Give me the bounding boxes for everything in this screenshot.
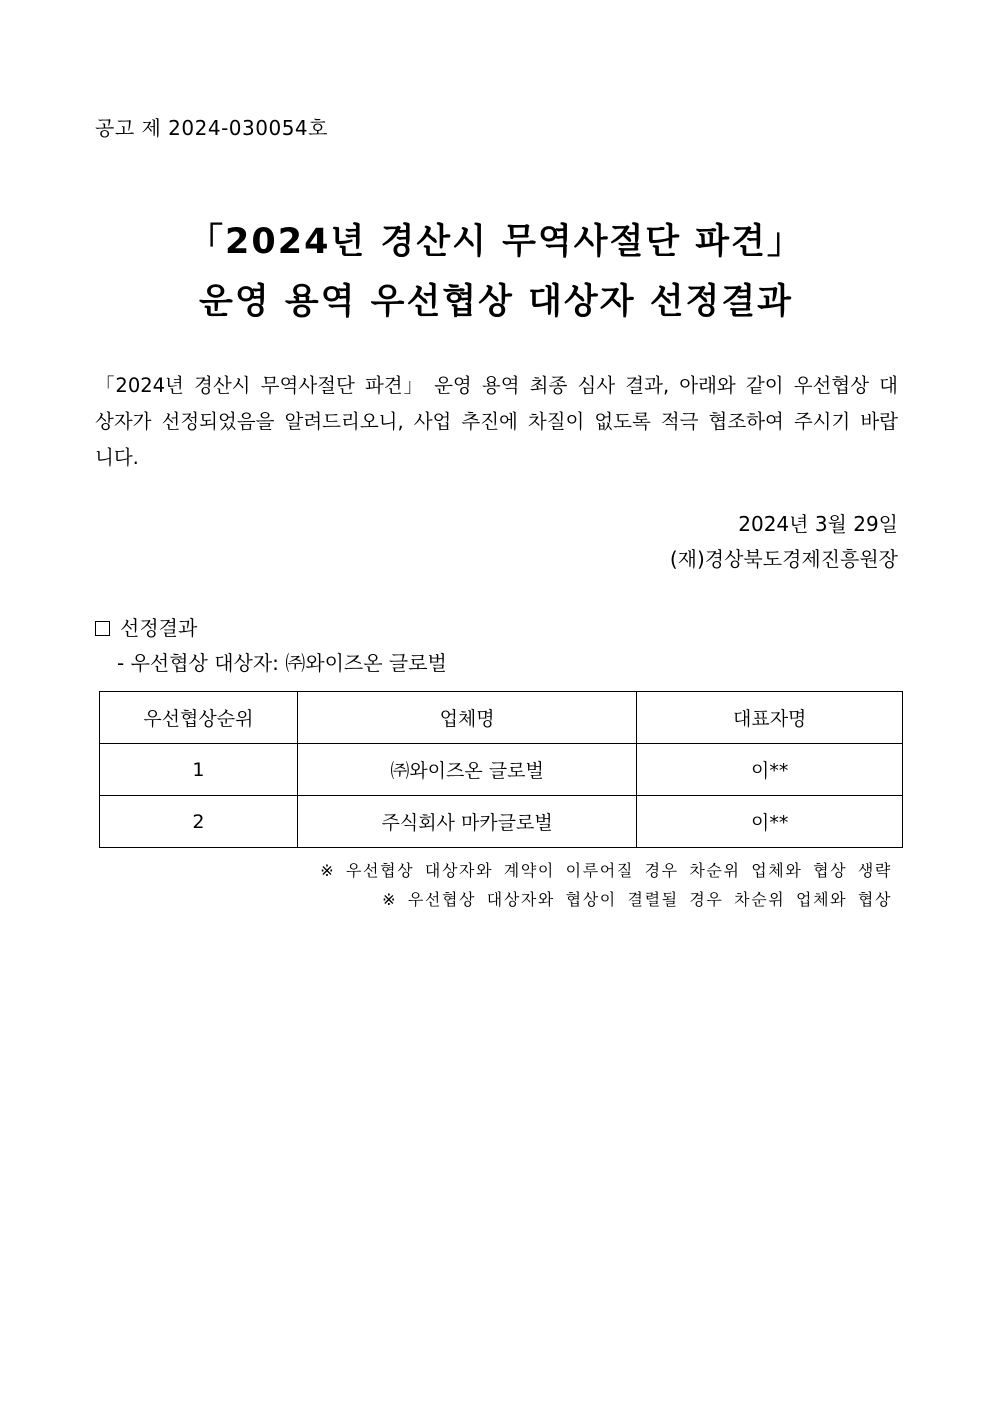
- notice-number: 공고 제 2024-030054호: [95, 116, 328, 140]
- cell-company: 주식회사 마카글로벌: [297, 796, 637, 848]
- column-header-rank: 우선협상순위: [100, 692, 298, 744]
- intro-paragraph: 「2024년 경산시 무역사절단 파견」 운영 용역 최종 심사 결과, 아래와 같이 우선협상 대상자가 선정되었음을 알려드리오니, 사업 추진에 차질이 없도록 적극 협조하여 주시기 바랍니다.: [95, 374, 898, 469]
- cell-rank: 1: [100, 744, 298, 796]
- table-row: [100, 744, 903, 796]
- issuer-name: (재)경상북도경제진흥원장: [669, 547, 898, 571]
- result-table: [99, 691, 903, 848]
- title-line-2: 운영 용역 우선협상 대상자 선정결과: [199, 282, 793, 322]
- cell-representative: 이**: [637, 744, 903, 796]
- cell-rank: 2: [100, 796, 298, 848]
- section-heading-label: 선정결과: [120, 616, 198, 640]
- table-row: [100, 796, 903, 848]
- cell-representative: 이**: [637, 796, 903, 848]
- checkbox-icon: [95, 621, 110, 636]
- selected-vendor-line: - 우선협상 대상자: ㈜와이즈온 글로벌: [117, 651, 447, 675]
- footnote-1: ※ 우선협상 대상자와 계약이 이루어질 경우 차순위 업체와 협상 생략: [320, 861, 892, 880]
- notice-date: 2024년 3월 29일: [738, 512, 898, 536]
- column-header-company: 업체명: [297, 692, 637, 744]
- cell-company: ㈜와이즈온 글로벌: [297, 744, 637, 796]
- footnote-2: ※ 우선협상 대상자와 협상이 결렬될 경우 차순위 업체와 협상: [382, 890, 892, 909]
- table-header-row: [100, 692, 903, 744]
- document-title: [60, 212, 932, 332]
- title-line-1: 「2024년 경산시 무역사절단 파견」: [188, 222, 804, 262]
- section-heading: [95, 614, 197, 642]
- column-header-representative: 대표자명: [637, 692, 903, 744]
